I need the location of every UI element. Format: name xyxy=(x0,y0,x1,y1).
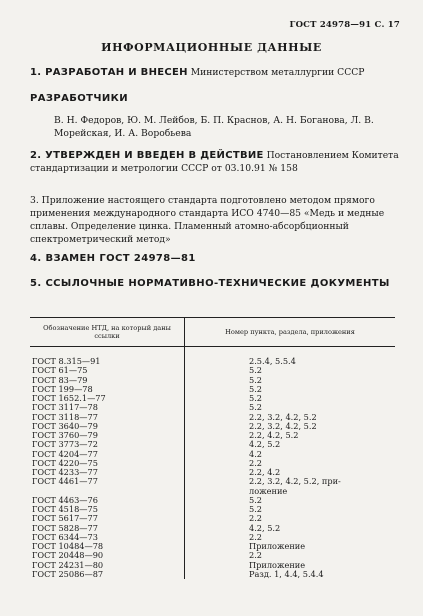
ref-cell xyxy=(185,496,396,505)
col-ref-header: Номер пункта, раздела, приложения xyxy=(185,318,396,347)
doc-cell xyxy=(30,347,185,367)
item-2-text: Постановлением Комитета стандартизации и метрологии СССР от 03.10.91 № 158 xyxy=(30,150,399,174)
doc-designation: ГОСТ 4461—77 xyxy=(32,476,98,487)
ref-line: Приложение xyxy=(249,541,306,551)
page-title: ИНФОРМАЦИОННЫЕ ДАННЫЕ xyxy=(101,41,322,54)
doc-designation: ГОСТ 10484—78 xyxy=(32,541,104,551)
ref-cell xyxy=(185,524,396,533)
ref-line: 2.2, 4.2, 5.2 xyxy=(249,430,299,440)
ref-cell xyxy=(185,440,396,449)
ref-line: 2.2 xyxy=(249,513,263,524)
ref-line: 4.2, 5.2 xyxy=(249,439,281,450)
doc-designation: ГОСТ 83—79 xyxy=(32,374,88,385)
ref-cell xyxy=(185,459,396,468)
doc-designation: ГОСТ 3118—77 xyxy=(32,411,98,422)
ref-line: 4.2 xyxy=(249,448,263,459)
ref-line: ложение xyxy=(249,485,288,496)
ref-cell xyxy=(185,505,396,514)
developers-heading: РАЗРАБОТЧИКИ xyxy=(30,93,128,104)
item-2 xyxy=(30,149,400,175)
ref-cell xyxy=(185,385,396,394)
doc-designation: ГОСТ 20448—90 xyxy=(32,550,104,561)
doc-designation: ГОСТ 5828—77 xyxy=(32,522,98,533)
doc-designation: ГОСТ 5617—77 xyxy=(32,513,98,524)
ref-line: 5.2 xyxy=(249,383,263,394)
item-1-text: Министерством металлургии СССР xyxy=(190,67,365,78)
item-1-heading: 1. РАЗРАБОТАН И ВНЕСЕН xyxy=(30,67,188,78)
ref-line: 2.2 xyxy=(249,457,263,468)
ref-line: 5.2 xyxy=(249,402,263,413)
ref-cell xyxy=(185,477,396,496)
item-3: 3. Приложение настоящего стандарта подготовлено методом прямого применения международного стандарта ИСО 4740—85 «Медь и медные сплавы. Определение цинка. Пламенный атомно-абсорбционный спектрометрический метод» xyxy=(30,195,385,245)
ref-line: 2.2, 3.2, 4.2, 5.2 xyxy=(249,420,317,431)
ref-line: 2.5.4, 5.5.4 xyxy=(249,356,296,366)
developers-names: В. Н. Федоров, Ю. М. Лейбов, Б. П. Краснов, А. Н. Боганова, Л. В. Морейская, И. А. Воробьева xyxy=(54,115,374,139)
doc-designation: ГОСТ 3760—79 xyxy=(32,430,98,440)
doc-designation: ГОСТ 4233—77 xyxy=(32,467,98,477)
item-5-heading: 5. ССЫЛОЧНЫЕ НОРМАТИВНО-ТЕХНИЧЕСКИЕ ДОКУМЕНТЫ xyxy=(30,278,390,289)
item-1 xyxy=(30,66,400,79)
doc-designation: ГОСТ 6344—73 xyxy=(32,531,98,542)
ref-cell xyxy=(185,542,396,551)
ref-line: 2.2, 4.2 xyxy=(249,467,281,477)
ref-cell xyxy=(185,366,396,375)
ref-cell xyxy=(185,514,396,523)
doc-designation: ГОСТ 3640—79 xyxy=(32,420,98,431)
page-reference: ГОСТ 24978—91 С. 17 xyxy=(289,20,400,30)
ref-line: 5.2 xyxy=(249,494,263,505)
doc-designation: ГОСТ 3117—78 xyxy=(32,402,98,413)
table-body xyxy=(30,347,395,580)
ref-line: 2.2, 3.2, 4.2, 5.2, при- xyxy=(249,476,341,487)
doc-cell xyxy=(30,570,185,579)
col-doc-header: Обозначение НТД, на который даны ссылки xyxy=(30,318,185,347)
ref-line: 5.2 xyxy=(249,374,263,385)
ref-line: 2.2 xyxy=(249,550,263,561)
doc-designation: ГОСТ 4204—77 xyxy=(32,448,98,459)
doc-designation: ГОСТ 3773—72 xyxy=(32,439,98,450)
ref-cell xyxy=(185,450,396,459)
item-4-heading: 4. ВЗАМЕН ГОСТ 24978—81 xyxy=(30,253,196,264)
doc-designation: ГОСТ 25086—87 xyxy=(32,568,104,579)
ref-line: 5.2 xyxy=(249,365,263,376)
table-header-row xyxy=(30,318,395,347)
ref-line: Разд. 1, 4.4, 5.4.4 xyxy=(249,568,324,579)
table-row xyxy=(30,477,395,496)
doc-designation: ГОСТ 4463—76 xyxy=(32,494,98,505)
ref-line: 5.2 xyxy=(249,504,263,514)
doc-designation: ГОСТ 24231—80 xyxy=(32,559,104,570)
ref-line: 2.2, 3.2, 4.2, 5.2 xyxy=(249,411,317,422)
ref-cell xyxy=(185,570,396,579)
doc-designation: ГОСТ 1652.1—77 xyxy=(32,393,106,403)
doc-designation: ГОСТ 4518—75 xyxy=(32,504,98,514)
doc-designation: ГОСТ 199—78 xyxy=(32,383,93,394)
table-row xyxy=(30,570,395,579)
doc-cell xyxy=(30,477,185,496)
doc-designation: ГОСТ 8.315—91 xyxy=(32,356,101,366)
ref-line: 2.2 xyxy=(249,531,263,542)
ref-cell xyxy=(185,431,396,440)
ref-line: 5.2 xyxy=(249,393,263,403)
doc-designation: ГОСТ 4220—75 xyxy=(32,457,98,468)
doc-designation: ГОСТ 61—75 xyxy=(32,365,88,376)
ref-cell xyxy=(185,347,396,367)
table-row xyxy=(30,347,395,367)
ref-line: Приложение xyxy=(249,559,306,570)
item-2-heading: 2. УТВЕРЖДЕН И ВВЕДЕН В ДЕЙСТВИЕ xyxy=(30,150,264,161)
references-table xyxy=(30,317,395,579)
ref-cell xyxy=(185,394,396,403)
ref-line: 4.2, 5.2 xyxy=(249,522,281,533)
ref-cell xyxy=(185,376,396,385)
